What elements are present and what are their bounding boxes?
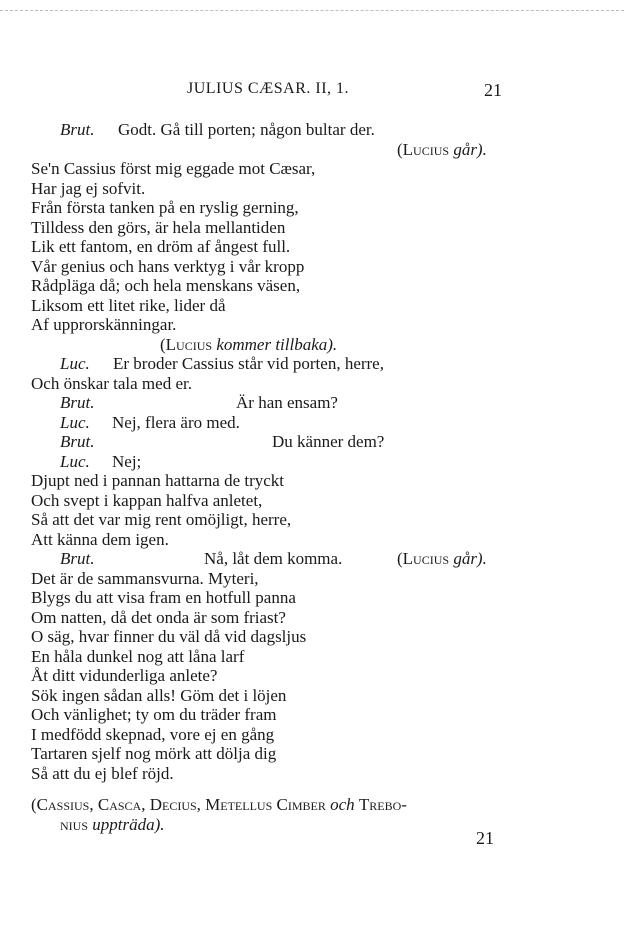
text-line: Så att du ej blef röjd. — [31, 763, 174, 783]
text-line: Från första tanken på en ryslig gerning, — [31, 198, 299, 217]
text-line: Luc. Er broder Cassius står vid porten, herre, — [60, 354, 384, 373]
play-text — [0, 120, 624, 834]
page-number-top: 21 — [484, 80, 502, 100]
text-line: Lik ett fantom, en dröm af ångest full. — [31, 237, 291, 256]
running-title: JULIUS CÆSAR. II, 1. — [187, 80, 350, 97]
text-line: Sök ingen sådan alls! Göm det i löjen — [31, 685, 287, 705]
text-line: Om natten, då det onda är som friast? — [31, 607, 286, 627]
text-line: Af upprorskänningar. — [31, 315, 177, 334]
top-border-line — [0, 10, 624, 11]
text-line: Blygs du att visa fram en hotfull panna — [31, 588, 296, 607]
text-line: Djupt ned i pannan hattarna de tryckt — [31, 471, 285, 490]
text-line: Tartaren sjelf nog mörk att dölja dig — [31, 744, 277, 763]
text-line: I medfödd skepnad, vore ej en gång — [31, 724, 275, 744]
text-line: Och vänlighet; ty om du träder fram — [31, 705, 277, 724]
text-line: Och önskar tala med er. — [31, 373, 192, 393]
text-line: Rådpläga då; och hela menskans väsen, — [31, 276, 301, 295]
text-line: Brut. Är han ensam? — [60, 393, 338, 412]
stage-direction: (Lucius går). — [397, 139, 487, 159]
stage-direction: nius uppträda). — [60, 814, 165, 834]
speaker-label: Brut. — [60, 393, 95, 412]
speaker-label: Brut. — [60, 432, 95, 451]
speaker-label: Luc. — [60, 354, 90, 373]
speaker-label: Luc. — [60, 412, 90, 432]
text-line: Det är de sammansvurna. Myteri, — [31, 568, 259, 588]
text-line: En håla dunkel nog att låna larf — [31, 646, 245, 666]
text-line: Åt ditt vidunderliga anlete? — [31, 666, 218, 685]
text-line: Luc. Nej, flera äro med. — [60, 412, 240, 432]
text-line: Liksom ett litet rike, lider då — [31, 295, 226, 315]
text-line: Brut. Nå, låt dem komma. (Lucius går). — [60, 549, 487, 568]
text-line: Har jag ej sofvit. — [31, 178, 146, 198]
text-line: Så att det var mig rent omöjligt, herre, — [31, 510, 292, 529]
speaker-label: Brut. — [60, 549, 95, 568]
speaker-label: Luc. — [60, 451, 90, 471]
text-line: O säg, hvar finner du väl då vid dagsljus — [31, 627, 307, 646]
text-line: Se'n Cassius först mig eggade mot Cæsar, — [31, 159, 316, 178]
text-line: Luc. Nej; — [60, 451, 142, 471]
page-number-bottom: 21 — [476, 828, 494, 848]
text-line — [0, 120, 624, 140]
text-line: Tilldess den görs, är hela mellantiden — [31, 217, 286, 237]
stage-direction: (Lucius går). — [397, 549, 487, 568]
stage-direction: (Cassius, Casca, Decius, Metellus Cimber och Trebo- — [31, 795, 407, 814]
text-line: Att känna dem igen. — [31, 529, 169, 549]
text-line: Vår genius och hans verktyg i vår kropp — [31, 256, 305, 276]
dialogue: Godt. Gå till porten; någon bultar der. — [118, 120, 375, 139]
speaker-label: Brut. — [60, 120, 95, 139]
text-line: Brut. Du känner dem? — [60, 432, 385, 451]
text-line: Och svept i kappan halfva anletet, — [31, 490, 263, 510]
stage-direction: (Lucius kommer tillbaka). — [160, 334, 338, 354]
